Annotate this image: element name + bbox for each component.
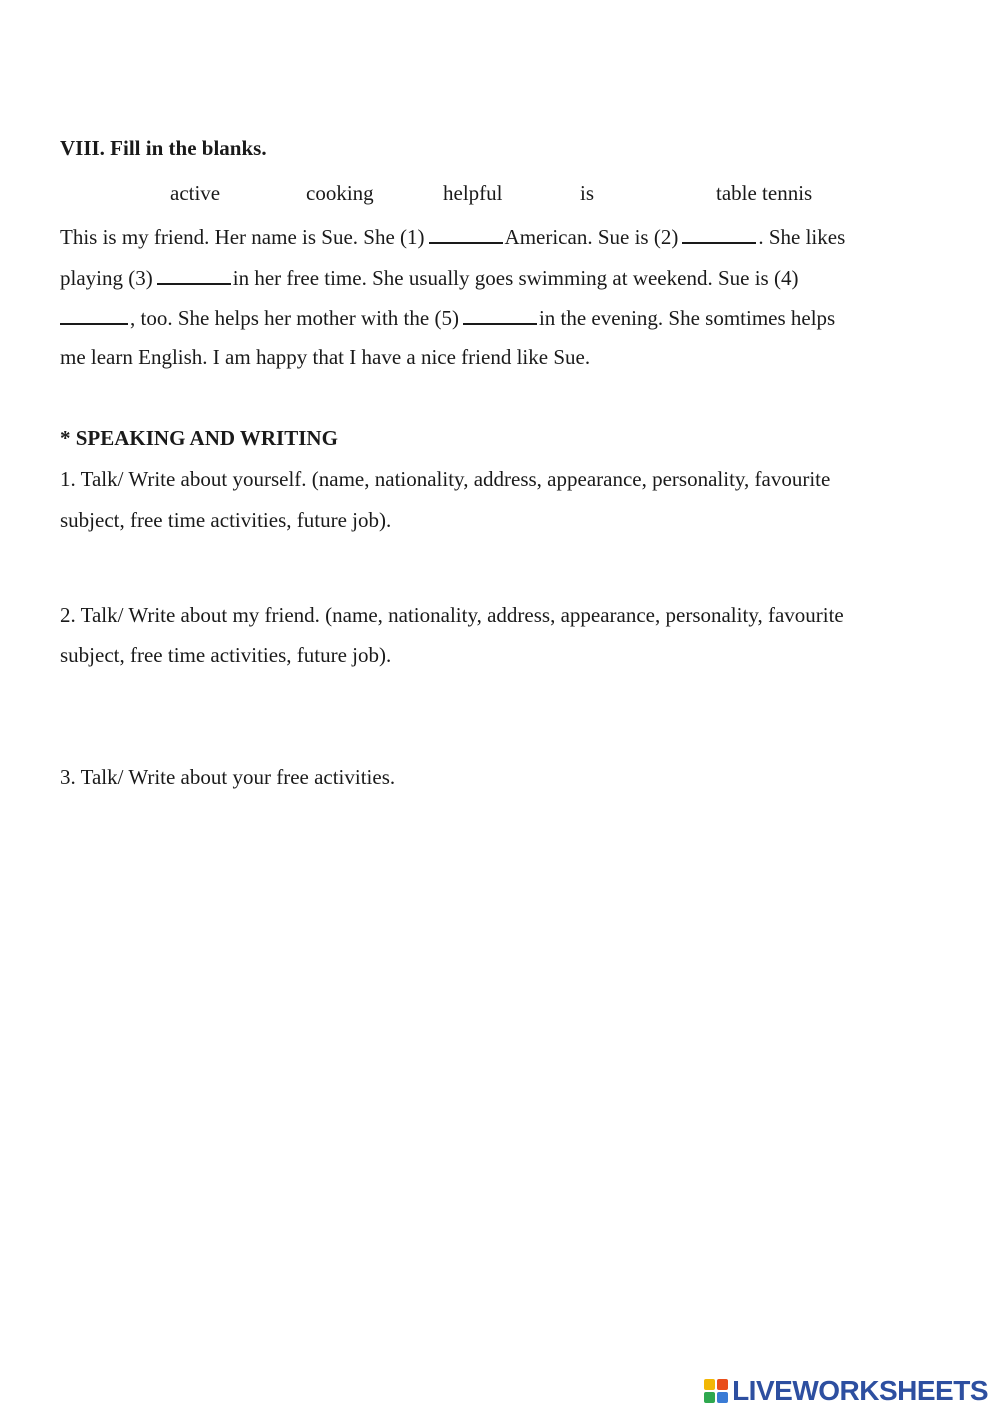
passage-line-3: , too. She helps her mother with the (5) in the evening. She somtimes helps bbox=[60, 305, 835, 331]
word-bank-item: cooking bbox=[306, 181, 374, 205]
blank-3[interactable] bbox=[157, 265, 231, 285]
word-bank-item: active bbox=[170, 181, 221, 205]
passage-line-2: playing (3) in her free time. She usually goes swimming at weekend. Sue is (4) bbox=[60, 266, 799, 290]
section-title-speaking-writing: * SPEAKING AND WRITING bbox=[60, 426, 338, 450]
blank-2[interactable] bbox=[682, 224, 756, 244]
word-bank-item: is bbox=[580, 181, 595, 205]
logo-text: LIVEWORKSHEETS bbox=[732, 1375, 988, 1406]
question-2-line-1: 2. Talk/ Write about my friend. (name, nationality, address, appearance, personality, favourite bbox=[60, 603, 844, 627]
logo-grid-icon bbox=[704, 1379, 728, 1403]
word-bank-item: helpful bbox=[443, 181, 503, 205]
liveworksheets-logo bbox=[704, 1376, 988, 1406]
question-1-line-1: 1. Talk/ Write about yourself. (name, nationality, address, appearance, personality, favourite bbox=[60, 467, 831, 491]
question-1-line-2: subject, free time activities, future job). bbox=[60, 508, 392, 532]
question-2-line-2: subject, free time activities, future job). bbox=[60, 643, 392, 667]
blank-1[interactable] bbox=[429, 224, 503, 244]
question-3-line-1: 3. Talk/ Write about your free activities. bbox=[60, 765, 396, 789]
word-bank-item: table tennis bbox=[716, 181, 813, 205]
blank-5[interactable] bbox=[463, 305, 537, 325]
passage-line-4: me learn English. I am happy that I have a nice friend like Sue. bbox=[60, 345, 591, 369]
blank-4[interactable] bbox=[60, 305, 128, 325]
section-title-fill-blanks: VIII. Fill in the blanks. bbox=[60, 136, 267, 160]
passage-line-1: This is my friend. Her name is Sue. She (1) American. Sue is (2) . She likes bbox=[60, 225, 846, 249]
